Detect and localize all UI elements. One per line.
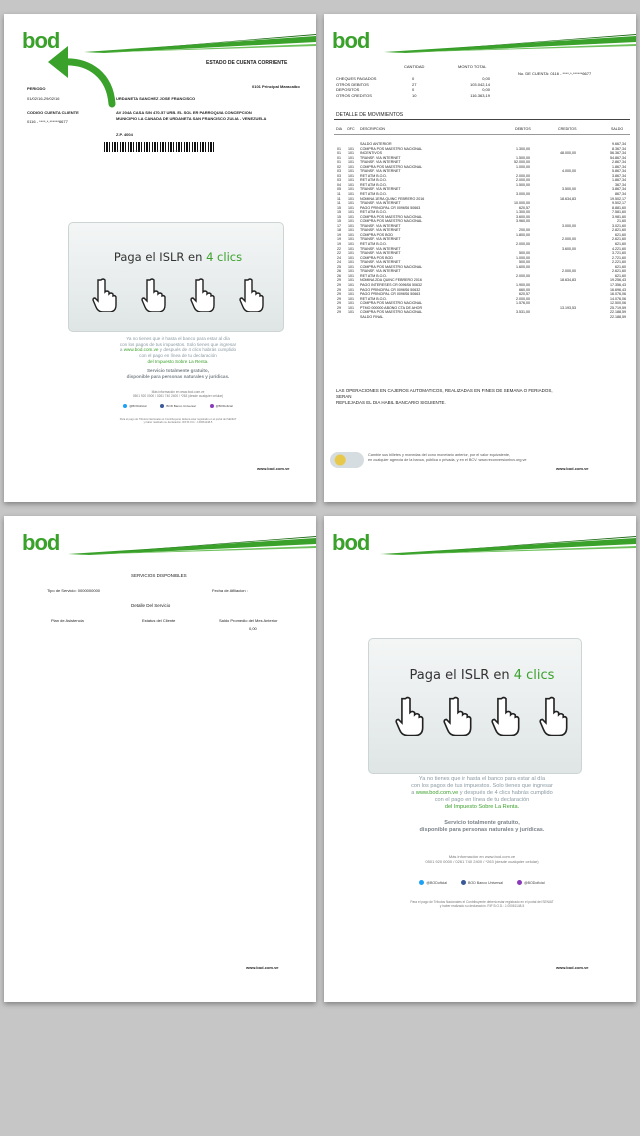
movement-desc-cell: RET ATM B.O.D. (360, 173, 388, 178)
detalle-title: Detalle Del Servicio (131, 603, 171, 608)
bod-logo: bod (22, 530, 60, 555)
movement-sal-cell: 621,60 (615, 232, 626, 237)
movement-sal-cell: 3.867,34 (612, 187, 626, 192)
movement-ofc-cell: 101 (348, 169, 354, 174)
movement-deb-cell: 1.300,00 (516, 210, 530, 215)
social-links (64, 404, 292, 408)
movement-ofc-cell: 101 (348, 182, 354, 187)
movement-ofc-cell: 101 (348, 273, 354, 278)
movement-desc-cell: COMPRA POS MAESTRO NACIONAL (360, 310, 423, 315)
footer-url[interactable]: www.bod.com.ve (257, 466, 290, 471)
movement-ofc-cell: 101 (348, 301, 354, 306)
movement-desc-cell: PAGO INTERESES CR 0096S6 50632 (360, 282, 423, 287)
movement-cre-cell (540, 315, 576, 320)
movement-sal-cell: 621,60 (615, 273, 626, 278)
ad-service: Servicio totalmente gratuito, disponible para personas naturales y jurídicas. (126, 368, 230, 379)
detail-title: DETALLE DE MOVIMIENTOS (336, 112, 404, 118)
movement-sal-cell: 17.356,43 (610, 282, 626, 287)
movement-deb-cell: 1.600,00 (516, 264, 530, 269)
col-estatus: Estatus del Cliente (142, 618, 176, 623)
movement-desc-cell: NOMINA 2DA QUINC FEBRERO 2016 (360, 278, 422, 283)
movement-dia-cell: 18 (337, 228, 341, 233)
movement-deb-cell: 3.600,00 (516, 214, 530, 219)
movement-deb-cell: 500,00 (519, 251, 530, 256)
col-ofc (348, 142, 354, 319)
movement-sal-cell: 867,34 (615, 192, 626, 197)
movement-dia-cell: 01 (337, 146, 341, 151)
movement-sal-cell: 2.721,60 (612, 255, 626, 260)
movement-cre-cell: 18.634,83 (560, 278, 576, 283)
social-links (352, 880, 612, 885)
statement-page-3[interactable] (4, 516, 316, 1002)
movement-desc-cell: COMPRA POS MAESTRO NACIONAL (360, 264, 423, 269)
atm-note: LAS OPERACIONES EN CAJEROS AUTOMATICOS, REALIZADAS EN FINES DE SEMANA O FERIADOS, SERAN REFLEJADAS EL DIA HABIL BANCARIO SIGUIENTE. (336, 388, 553, 405)
statement-title: ESTADO DE CUENTA CORRIENTE (206, 60, 288, 66)
movement-cre-cell: 2.000,00 (562, 269, 576, 274)
movement-desc-cell: TRANSF. VIA INTERNET (360, 187, 401, 192)
client-name: URDANETA SANCHEZ JOSE FRANCISCO (116, 96, 196, 101)
movement-dia-cell: 04 (337, 182, 341, 187)
movement-deb-cell: 1.500,00 (516, 182, 530, 187)
col-creditos (540, 142, 576, 319)
summary-table: CHEQUES PAGADOS 0 0,00 OTROS DEBITOS 27 103.042,14 DEPOSITOS 0 0,00 OTROS CREDITOS 10 116.363,19 (336, 76, 490, 98)
movement-sal-cell: 21,60 (617, 219, 626, 224)
movement-sal-cell: 5.867,34 (612, 169, 626, 174)
movement-ofc-cell: 101 (348, 210, 354, 215)
movement-desc-cell: NOMINA 1ERA QUINC FEBRERO 2016 (360, 196, 425, 201)
branch: 0101 Principal Maracaibo (252, 84, 300, 89)
movement-ofc-cell: 101 (348, 223, 354, 228)
movement-ofc-cell (348, 315, 354, 320)
movement-desc-cell: TRANSF. VIA INTERNET (360, 251, 401, 256)
movement-desc-cell: COMPRA POS BOD (360, 255, 393, 260)
services-title: SERVICIOS DISPONIBLES (131, 573, 187, 578)
ad-title: Paga el ISLR en 4 clics (113, 250, 243, 264)
zip: Z.P. 4004 (116, 132, 133, 137)
ad-card (68, 222, 284, 332)
footer-url[interactable]: www.bod.com.ve (556, 965, 589, 970)
movement-dia-cell: 19 (337, 232, 341, 237)
movement-deb-cell: 500,00 (519, 260, 530, 265)
movement-sal-cell: 367,34 (615, 182, 626, 187)
ad-body: Ya no tienes que ir hasta el banco para estar al día con los pagos de tus impuestos. Solo tienes que ingresar a www.bod.com.ve y después de 4 clics habrás cumplido con el pago en línea de tu declaración del Impuesto Sobre La Renta. (119, 336, 237, 364)
movement-dia-cell: 29 (337, 282, 341, 287)
islr-ad (64, 218, 292, 430)
twitter-icon: @BODoficial (419, 880, 447, 885)
movement-dia-cell: 15 (337, 210, 341, 215)
movement-desc-cell: INCENTIVOS (360, 151, 382, 156)
col-saldo-promedio: Saldo Promedio del Mes Anterior (219, 618, 278, 623)
movement-sal-cell: 54.867,34 (610, 155, 626, 160)
bod-logo: bod (22, 28, 60, 53)
codigo-label: CODIGO CUENTA CLIENTE (27, 110, 79, 115)
movement-dia-cell: 01 (337, 151, 341, 156)
footer-url[interactable]: www.bod.com.ve (556, 466, 589, 471)
periodo-label: PERIODO (27, 86, 46, 91)
movement-deb-cell: 620,57 (519, 205, 530, 210)
address-line-2: MUNICIPIO LA CANADA DE URDANETA SAN FRANCISCO ZULIA - VENEZUELA (116, 116, 267, 121)
movement-dia-cell: 15 (337, 219, 341, 224)
divider (334, 119, 630, 120)
movement-ofc-cell: 101 (348, 260, 354, 265)
movement-dia-cell: 29 (337, 305, 341, 310)
col-descripcion (360, 142, 424, 319)
movement-deb-cell (494, 315, 530, 320)
movement-ofc-cell: 101 (348, 232, 354, 237)
movement-deb-cell: 1.576,00 (516, 301, 530, 306)
movement-ofc-cell: 101 (348, 282, 354, 287)
movement-desc-cell: TRANSF. VIA INTERNET (360, 160, 401, 165)
col-plan: Plan de Asistencia (51, 618, 84, 623)
movement-ofc-cell: 101 (348, 155, 354, 160)
movement-sal-cell: 1.867,34 (612, 164, 626, 169)
movement-ofc-cell: 101 (348, 278, 354, 283)
twitter-icon: @BODoficial (123, 404, 146, 408)
address-line-1: AV 204A CASA S/N 470-57 URB. EL SOL ER PARROQUIA CONCEPCION (116, 110, 252, 115)
movement-cre-cell: 13.193,53 (560, 305, 576, 310)
movement-sal-cell: 3.721,60 (612, 251, 626, 256)
movement-desc-cell: TRANSF. VIA INTERNET (360, 269, 401, 274)
movement-sal-cell: 2.821,60 (612, 228, 626, 233)
movement-sal-cell: 2.867,34 (612, 160, 626, 165)
movement-dia-cell: 17 (337, 223, 341, 228)
movement-sal-cell: 19.502,17 (610, 196, 626, 201)
movements-header: DIA OFC DESCRIPCION DEBITOS CREDITOS SALDO (336, 127, 624, 131)
movement-sal-cell: 56.367,34 (610, 151, 626, 156)
movement-desc-cell: SALDO FINAL (360, 314, 384, 319)
movement-ofc-cell: 101 (348, 151, 354, 156)
movement-desc-cell: TRANSF. VIA INTERNET (360, 155, 401, 160)
movement-sal-cell: 14.076,06 (610, 296, 626, 301)
movement-deb-cell: 1.000,00 (516, 164, 530, 169)
movement-deb-cell: 1.000,00 (516, 255, 530, 260)
ad-fineprint: Para el pago de Tributos Nacionales el Contribuyente deberá estar registrado en el portal del SENIAT y haber realizado su declaración. RIF B.O.D.: J-00061148-5 (119, 418, 237, 425)
movement-desc-cell: COMPRA POS MAESTRO NACIONAL (360, 219, 423, 224)
movement-dia-cell: 11 (337, 196, 341, 201)
movement-desc-cell: RET ATM B.O.D. (360, 192, 388, 197)
movement-sal-cell: 22.188,59 (610, 310, 626, 315)
movement-dia-cell: 15 (337, 214, 341, 219)
ad-info: Más información en www.bod.com.ve 0501 920 0000 / 0261 740 2400 / *263 (desde cualquier celular) (132, 390, 224, 398)
movement-dia-cell: 29 (337, 287, 341, 292)
movement-cre-cell: 3.500,00 (562, 187, 576, 192)
ad-title: Paga el ISLR en 4 clics (409, 668, 555, 683)
movement-sal-cell: 22.188,59 (610, 314, 626, 319)
movement-desc-cell: TRANSF. VIA INTERNET (360, 228, 401, 233)
hand-cursors (64, 278, 292, 312)
header-swoosh (68, 534, 316, 556)
movement-sal-cell: 9.667,34 (612, 142, 626, 146)
ad-fineprint: Para el pago de Tributos Nacionales el Contribuyente deberá estar registrado en el portal del SENIAT y haber realizado su declaración. RIF B.O.D.: J-00061148-5 (410, 900, 554, 908)
reconversion-seal-icon (330, 452, 364, 468)
movement-dia-cell: 03 (337, 178, 341, 183)
movement-desc-cell: PTMO 000000 ABONO CTA DE AHOR (360, 305, 423, 310)
hand-cursor-icon (539, 696, 569, 736)
header-swoosh (384, 32, 636, 54)
movement-dia-cell: 01 (337, 155, 341, 160)
periodo-value: 01/02/16-29/02/16 (27, 96, 60, 101)
hand-cursor-icon (443, 696, 473, 736)
ad-info: Más información en www.bod.com.ve 0501 920 0000 / 0261 740 2400 / *263 (desde cualquier celular) (425, 854, 539, 864)
hand-cursor-icon (190, 278, 216, 312)
movement-ofc-cell: 101 (348, 296, 354, 301)
statement-page-1[interactable] (4, 14, 316, 502)
movement-ofc-cell: 101 (348, 196, 354, 201)
movement-ofc-cell: 101 (348, 305, 354, 310)
movement-sal-cell: 8.881,60 (612, 205, 626, 210)
islr-ad (352, 632, 612, 942)
movement-ofc-cell: 101 (348, 178, 354, 183)
movement-desc-cell: TRANSF. VIA INTERNET (360, 246, 401, 251)
movement-deb-cell: 1.500,00 (516, 155, 530, 160)
movement-dia-cell: 03 (337, 169, 341, 174)
facebook-icon: BOD Banco Universal (461, 880, 503, 885)
movement-deb-cell: 2.000,00 (516, 296, 530, 301)
tipo-servicio: Tipo de Servicio: 0000000000 (47, 588, 101, 593)
movement-sal-cell: 2.621,60 (612, 237, 626, 242)
movement-sal-cell: 2.221,60 (612, 260, 626, 265)
codigo-value: 0116 - ****-*-******6677 (27, 119, 68, 124)
movement-sal-cell: 16.076,06 (610, 292, 626, 297)
movement-dia-cell: 29 (337, 301, 341, 306)
facebook-icon: BOD Banco Universal (160, 404, 195, 408)
ad-service: Servicio totalmente gratuito, disponible para personas naturales y jurídicas. (419, 820, 545, 833)
header-swoosh (380, 534, 636, 556)
movement-dia-cell: 26 (337, 269, 341, 274)
movement-deb-cell: 3.000,00 (516, 192, 530, 197)
divider (334, 134, 630, 135)
movement-dia-cell: 25 (337, 264, 341, 269)
hand-cursor-icon (141, 278, 167, 312)
movement-dia-cell: 24 (337, 255, 341, 260)
saldo-promedio-value: 0,00 (249, 626, 257, 631)
movement-ofc-cell: 101 (348, 146, 354, 151)
movement-dia-cell: 11 (337, 192, 341, 197)
movement-deb-cell: 2.000,00 (516, 242, 530, 247)
movement-ofc-cell: 101 (348, 164, 354, 169)
movement-dia-cell: 29 (337, 296, 341, 301)
movement-ofc-cell: 101 (348, 255, 354, 260)
movement-desc-cell: PAGO PRINCIPAL CR 0096S6 50663 (360, 205, 421, 210)
statement-page-4[interactable] (324, 516, 636, 1002)
movement-sal-cell: 7.581,60 (612, 210, 626, 215)
movement-desc-cell: RET ATM B.O.D. (360, 210, 388, 215)
movement-deb-cell: 3.531,00 (516, 310, 530, 315)
movement-dia-cell: 03 (337, 173, 341, 178)
movement-ofc-cell: 101 (348, 201, 354, 206)
movement-sal-cell: 621,60 (615, 264, 626, 269)
summary-header-monto: MONTO TOTAL (458, 64, 487, 69)
instagram-icon: @BODoficial (210, 404, 233, 408)
movement-deb-cell: 2.000,00 (516, 173, 530, 178)
movement-deb-cell: 52.000,00 (514, 160, 530, 165)
movement-sal-cell: 3.021,60 (612, 223, 626, 228)
movement-ofc-cell: 101 (348, 242, 354, 247)
movement-deb-cell: 660,00 (519, 287, 530, 292)
movement-cre-cell: 3.600,00 (562, 246, 576, 251)
movement-deb-cell: 10.000,00 (514, 201, 530, 206)
movement-deb-cell: 2.000,00 (516, 178, 530, 183)
movement-ofc-cell: 101 (348, 228, 354, 233)
movement-sal-cell: 25.719,59 (610, 305, 626, 310)
reconversion-notice: Cambie sus billetes y monedas del cono monetario anterior, por el valor equivalente, en cualquier agencia de la banca, pública o privada, y en el BCV. www.reconversionbcv.org.ve (368, 453, 527, 462)
movement-desc-cell: TRANSF. VIA INTERNET (360, 237, 401, 242)
movement-desc-cell: PAGO PRINCIPAL CR 0096S6 50663 (360, 292, 421, 297)
movement-cre-cell: 48.000,00 (560, 151, 576, 156)
movement-dia-cell (337, 315, 341, 320)
movement-ofc-cell: 101 (348, 237, 354, 242)
movement-deb-cell: 1.900,00 (516, 282, 530, 287)
instagram-icon: @BODoficial (517, 880, 545, 885)
movement-desc-cell: RET ATM B.O.D. (360, 182, 388, 187)
movement-desc-cell: TRANSF. VIA INTERNET (360, 260, 401, 265)
movement-deb-cell: 3.960,00 (516, 219, 530, 224)
movement-desc-cell: COMPRA POS MAESTRO NACIONAL (360, 301, 423, 306)
movement-ofc-cell: 101 (348, 292, 354, 297)
movement-ofc-cell: 101 (348, 173, 354, 178)
statement-page-2[interactable] (324, 14, 636, 502)
movement-deb-cell: 200,00 (519, 228, 530, 233)
movement-desc-cell: SALDO ANTERIOR (360, 142, 392, 146)
movement-ofc-cell: 101 (348, 214, 354, 219)
movement-dia-cell: 22 (337, 251, 341, 256)
movement-sal-cell: 1.867,34 (612, 178, 626, 183)
movement-desc-cell: TRANSF. VIA INTERNET (360, 169, 401, 174)
movement-deb-cell: 1.800,00 (516, 232, 530, 237)
account-number: No. DE CUENTA: 0116 - ****-*-******6677 (518, 71, 592, 76)
movement-dia-cell: 19 (337, 237, 341, 242)
barcode (104, 142, 216, 152)
movement-sal-cell: 3.981,60 (612, 214, 626, 219)
movement-sal-cell: 4.221,60 (612, 246, 626, 251)
movement-dia-cell: 15 (337, 205, 341, 210)
movement-sal-cell: 2.621,60 (612, 269, 626, 274)
movement-dia-cell: 29 (337, 278, 341, 283)
movement-desc-cell: TRANSF. VIA INTERNET (360, 223, 401, 228)
movement-desc-cell: RET ATM B.O.D. (360, 178, 388, 183)
movement-dia-cell: 26 (337, 273, 341, 278)
movement-cre-cell: 4.000,00 (562, 169, 576, 174)
movement-sal-cell: 8.367,34 (612, 146, 626, 151)
movement-deb-cell: 2.000,00 (516, 273, 530, 278)
footer-url[interactable]: www.bod.com.ve (246, 965, 279, 970)
hand-cursors (352, 696, 612, 736)
movement-deb-cell: 620,57 (519, 292, 530, 297)
movement-dia-cell: 05 (337, 187, 341, 192)
movement-dia-cell: 22 (337, 246, 341, 251)
movement-ofc-cell: 101 (348, 192, 354, 197)
movement-desc-cell: RET ATM B.O.D. (360, 242, 388, 247)
bod-logo: bod (332, 28, 370, 53)
movement-ofc-cell: 101 (348, 310, 354, 315)
movement-sal-cell: 19.256,43 (610, 278, 626, 283)
movement-desc-cell: COMPRA POS MAESTRO NACIONAL (360, 146, 423, 151)
movement-desc-cell: COMPRA POS MAESTRO NACIONAL (360, 214, 423, 219)
movement-dia-cell: 02 (337, 164, 341, 169)
movement-sal-cell: 9.502,17 (612, 201, 626, 206)
movement-desc-cell: TRANSF. VIA INTERNET (360, 201, 401, 206)
movement-ofc-cell: 101 (348, 246, 354, 251)
movement-sal-cell: 621,60 (615, 242, 626, 247)
movement-ofc-cell: 101 (348, 160, 354, 165)
movement-sal-cell: 16.696,43 (610, 287, 626, 292)
movement-deb-cell: 1.300,00 (516, 146, 530, 151)
movement-dia-cell: 01 (337, 160, 341, 165)
movement-sal-cell: 12.500,06 (610, 301, 626, 306)
bod-logo: bod (332, 530, 370, 555)
movement-cre-cell: 3.000,00 (562, 223, 576, 228)
movement-ofc-cell: 101 (348, 205, 354, 210)
movement-ofc-cell: 101 (348, 264, 354, 269)
movement-dia-cell: 19 (337, 242, 341, 247)
movement-ofc-cell: 101 (348, 219, 354, 224)
col-saldo (586, 142, 626, 319)
movement-desc-cell: COMPRA POS MAESTRO NACIONAL (360, 164, 423, 169)
movement-dia-cell: 11 (337, 201, 341, 206)
movement-dia-cell: 24 (337, 260, 341, 265)
movement-ofc-cell: 101 (348, 187, 354, 192)
movement-dia-cell: 29 (337, 310, 341, 315)
ad-body: Ya no tienes que ir hasta el banco para estar al día con los pagos de tus impuestos. Solo tienes que ingresar a www.bod.com.ve y después de 4 clics habrás cumplido con el pago en línea de tu declaración del Impuesto Sobre La Renta. (411, 776, 553, 810)
movement-ofc-cell: 101 (348, 251, 354, 256)
hand-cursor-icon (92, 278, 118, 312)
movement-dia-cell: 29 (337, 292, 341, 297)
movement-desc-cell: RET ATM B.O.D. (360, 273, 388, 278)
movement-ofc-cell: 101 (348, 269, 354, 274)
col-dia (337, 142, 341, 319)
movement-desc-cell: PAGO PRINCIPAL CR 0096S6 50632 (360, 287, 421, 292)
col-debitos (494, 142, 530, 319)
fecha-afiliacion: Fecha de Afiliacion : (212, 588, 248, 593)
movement-desc-cell: RET ATM B.O.D. (360, 296, 388, 301)
movement-cre-cell: 2.000,00 (562, 237, 576, 242)
movement-ofc-cell: 101 (348, 287, 354, 292)
summary-header-cantidad: CANTIDAD (404, 64, 425, 69)
movement-sal-cell: 3.867,34 (612, 173, 626, 178)
hand-cursor-icon (239, 278, 265, 312)
movement-cre-cell: 18.634,83 (560, 196, 576, 201)
hand-cursor-icon (491, 696, 521, 736)
movement-desc-cell: COMPRA POS BOD (360, 232, 393, 237)
hand-cursor-icon (395, 696, 425, 736)
